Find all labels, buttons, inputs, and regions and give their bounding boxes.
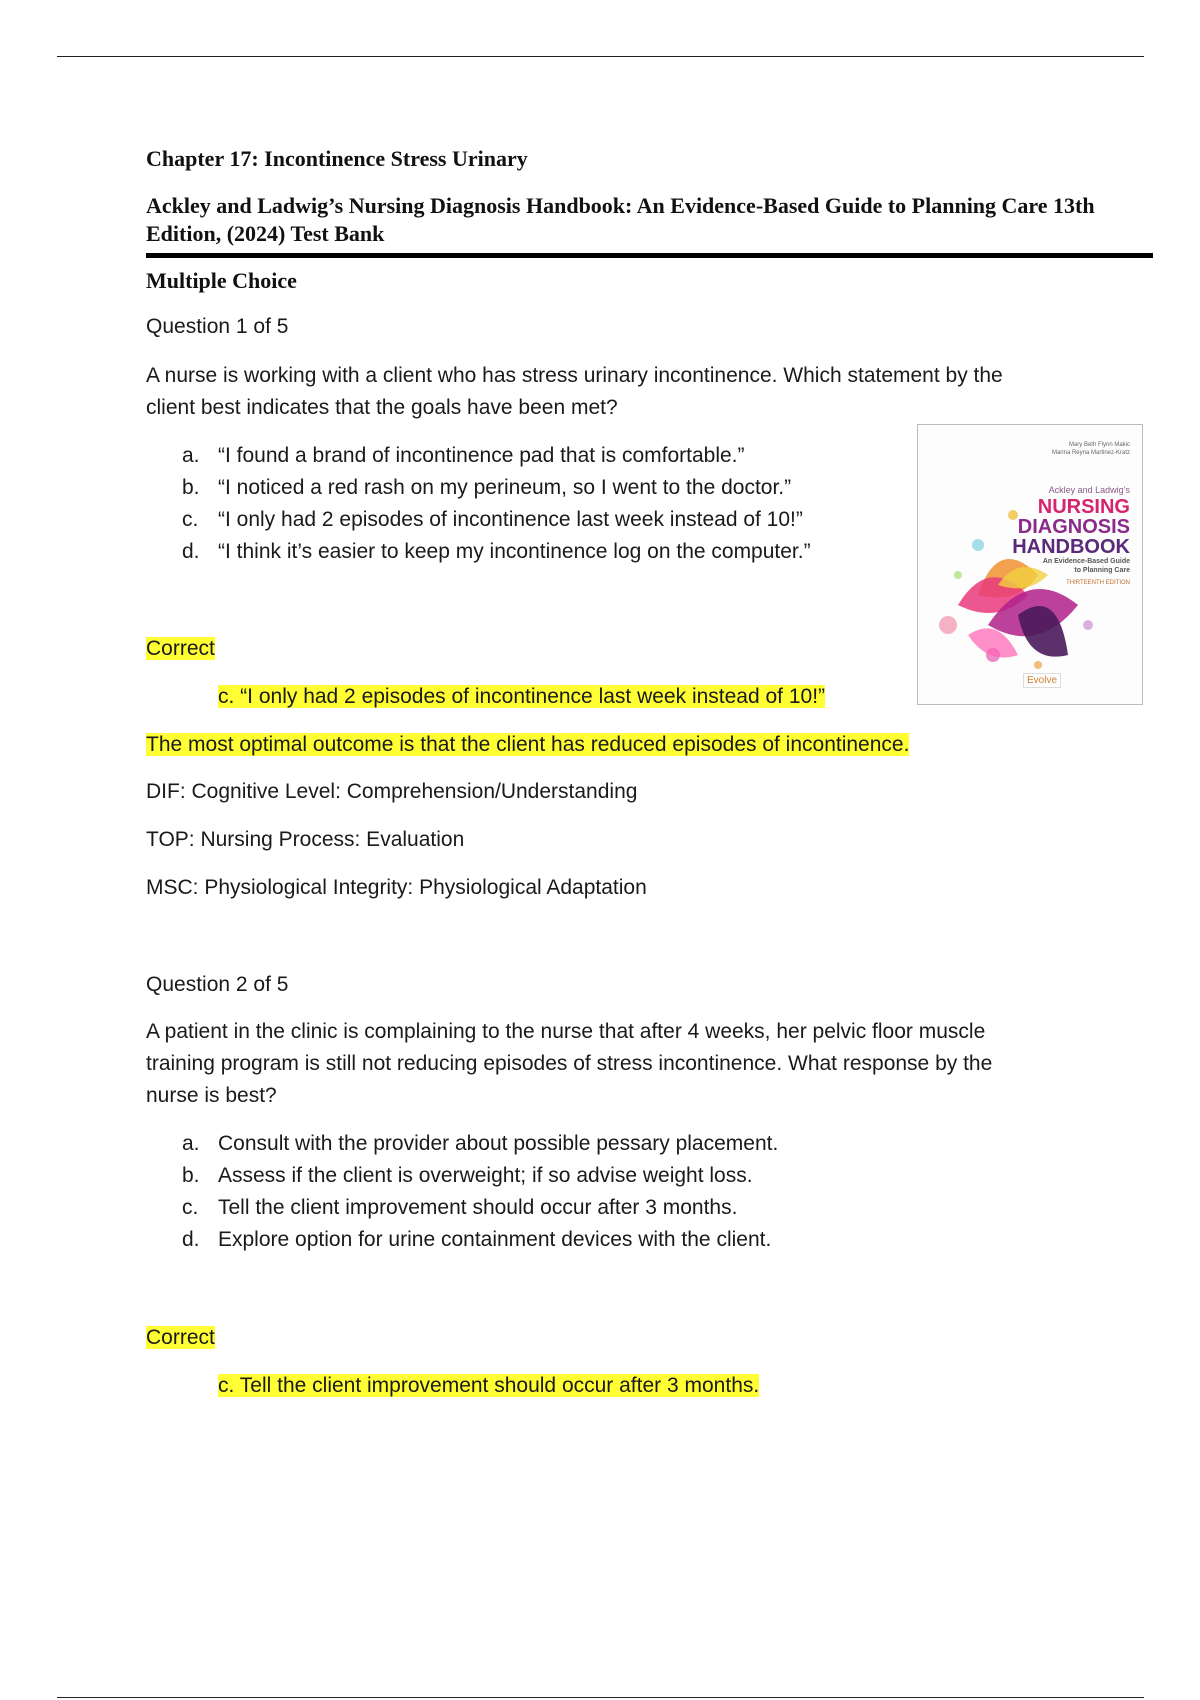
q2-stem [146, 1016, 1076, 1112]
q1-stem [146, 360, 1076, 424]
q2-number: Question 2 of 5 [146, 973, 289, 996]
option-text: Explore option for urine containment devices with the client. [218, 1228, 772, 1251]
q1-rationale: The most optimal outcome is that the client has reduced episodes of incontinence. [146, 733, 910, 756]
q2-stem-line: training program is still not reducing episodes of stress incontinence. What response by the [146, 1052, 993, 1075]
q1-dif: DIF: Cognitive Level: Comprehension/Understanding [146, 780, 638, 803]
option-text: “I only had 2 episodes of incontinence last week instead of 10!” [218, 508, 803, 531]
q1-correct-label: Correct [146, 637, 215, 660]
book-cover-image [917, 424, 1143, 705]
top-rule [57, 56, 1144, 57]
cover-subtitle: Ackley and Ladwig’s [1048, 485, 1130, 495]
q2-option-d [146, 1224, 778, 1256]
option-letter: d. [182, 1228, 200, 1251]
option-letter: a. [182, 1132, 200, 1155]
option-letter: a. [182, 444, 200, 467]
q1-options [146, 440, 811, 568]
option-letter: b. [182, 476, 200, 499]
option-letter: b. [182, 1164, 200, 1187]
q1-answer: c. “I only had 2 episodes of incontinence last week instead of 10!” [218, 685, 826, 708]
bottom-rule [57, 1697, 1144, 1698]
evolve-logo: Evolve [1023, 673, 1061, 688]
q2-answer: c. Tell the client improvement should occur after 3 months. [218, 1374, 760, 1397]
cover-title: NURSING DIAGNOSIS HANDBOOK [1012, 496, 1130, 558]
q2-option-c [146, 1192, 778, 1224]
cover-authors: Mary Beth Flynn Makic Marina Reyna Martinez-Kratz [1051, 442, 1130, 456]
option-text: “I found a brand of incontinence pad that is comfortable.” [218, 444, 745, 467]
q1-option-b [146, 472, 811, 504]
q1-stem-line: client best indicates that the goals have been met? [146, 396, 618, 419]
q1-msc: MSC: Physiological Integrity: Physiological Adaptation [146, 876, 647, 899]
q2-options [146, 1128, 778, 1256]
option-letter: c. [182, 1196, 199, 1219]
chapter-title: Chapter 17: Incontinence Stress Urinary [146, 146, 528, 171]
q1-option-a [146, 440, 811, 472]
option-text: Assess if the client is overweight; if so advise weight loss. [218, 1164, 753, 1187]
q1-option-d [146, 536, 811, 568]
option-letter: d. [182, 540, 200, 563]
option-text: Tell the client improvement should occur after 3 months. [218, 1196, 738, 1219]
q1-option-c [146, 504, 811, 536]
q2-correct-label: Correct [146, 1326, 215, 1349]
section-heading: Multiple Choice [146, 268, 297, 293]
q2-stem-line: nurse is best? [146, 1084, 277, 1107]
q1-stem-line: A nurse is working with a client who has stress urinary incontinence. Which statement by the [146, 364, 1003, 387]
option-text: “I noticed a red rash on my perineum, so I went to the doctor.” [218, 476, 792, 499]
option-letter: c. [182, 508, 199, 531]
option-text: “I think it’s easier to keep my incontinence log on the computer.” [218, 540, 811, 563]
q2-option-b [146, 1160, 778, 1192]
cover-edition: THIRTEENTH EDITION [1066, 580, 1130, 586]
q1-top: TOP: Nursing Process: Evaluation [146, 828, 465, 851]
option-text: Consult with the provider about possible pessary placement. [218, 1132, 779, 1155]
title-divider [146, 253, 1153, 258]
cover-tagline: An Evidence-Based Guide to Planning Care [1042, 558, 1130, 574]
book-title: Ackley and Ladwig’s Nursing Diagnosis Handbook: An Evidence-Based Guide to Planning Care 13th Edition, (2024) Test Bank [146, 193, 1095, 246]
q2-option-a [146, 1128, 778, 1160]
q1-number: Question 1 of 5 [146, 315, 289, 338]
q2-stem-line: A patient in the clinic is complaining to the nurse that after 4 weeks, her pelvic floor muscle [146, 1020, 986, 1043]
